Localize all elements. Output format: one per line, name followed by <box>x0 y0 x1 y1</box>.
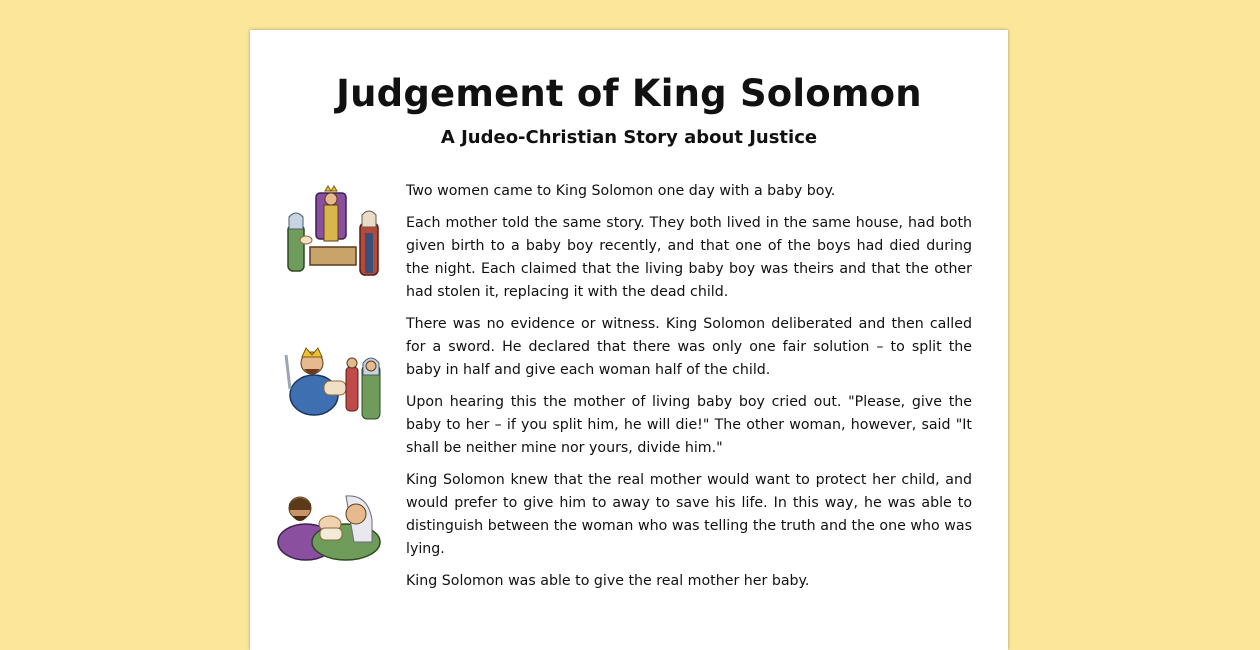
sword-scene-illustration <box>284 345 384 425</box>
story-paragraph-2: Each mother told the same story. They both lived in the same house, had both given birth to a baby boy recently, and that one of the boys had died during the night. Each claimed that the living baby boy was theirs and that the other had stolen it, replacing it with the dead child. <box>406 215 972 300</box>
worksheet-page <box>250 30 1008 650</box>
page-subtitle: A Judeo-Christian Story about Justice <box>440 127 818 148</box>
story-text <box>406 180 972 602</box>
story-paragraph-3: There was no evidence or witness. King Solomon deliberated and then called for a sword. He declared that there was only one fair solution – to split the baby in half and give each woman half of the child. <box>406 316 972 378</box>
story-paragraph-6: King Solomon was able to give the real mother her baby. <box>406 573 810 589</box>
embrace-scene-illustration <box>276 490 384 562</box>
story-paragraph-5: King Solomon knew that the real mother would want to protect her child, and would prefer to give him to away to save his life. In this way, he was able to distinguish between the woman who was telling the truth and the one who was lying. <box>406 472 972 557</box>
throne-scene-illustration <box>280 185 386 285</box>
story-paragraph-4: Upon hearing this the mother of living baby boy cried out. "Please, give the baby to her – if you split him, he will die!" The other woman, however, said "It shall be neither mine nor yours, divide him." <box>406 394 972 456</box>
page-title: Judgement of King Solomon <box>336 72 922 115</box>
story-paragraph-1: Two women came to King Solomon one day with a baby boy. <box>406 183 836 199</box>
